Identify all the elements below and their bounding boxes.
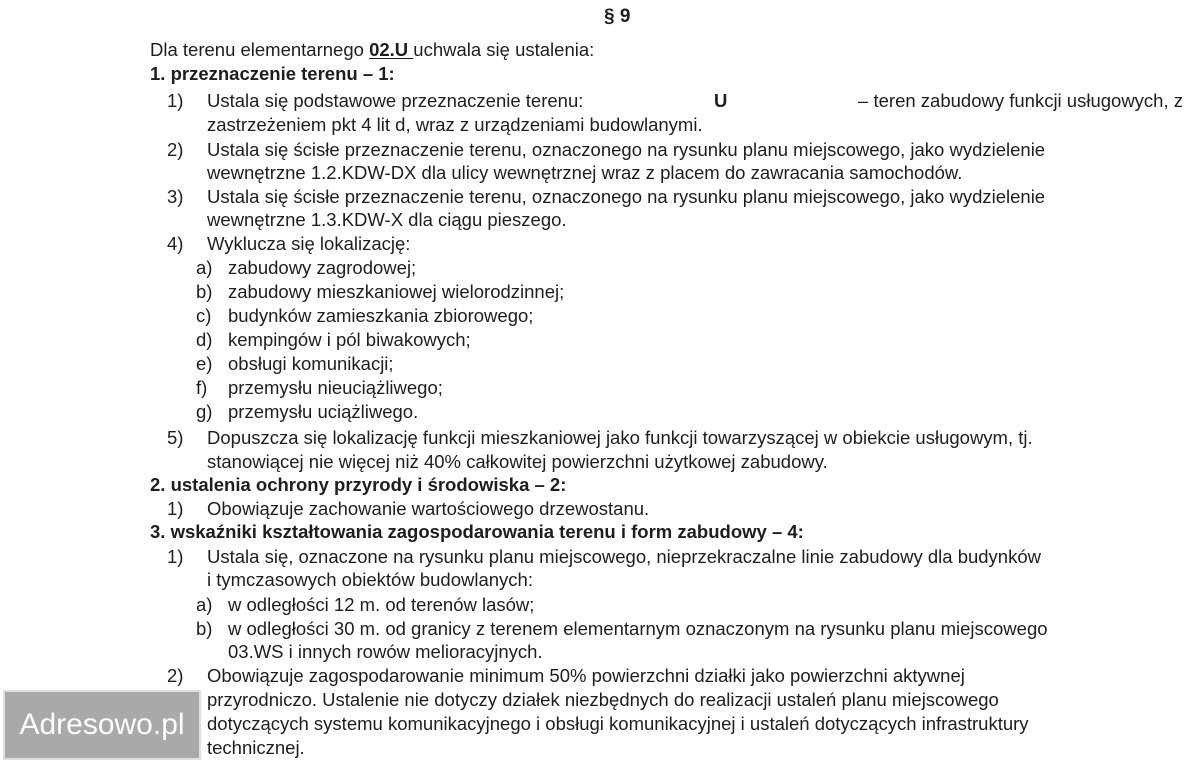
- item-number: 3): [167, 186, 184, 207]
- subitem-text: w odległości 30 m. od granicy z terenem elementarnym oznaczonym na rysunku planu miejscowego: [228, 618, 1048, 639]
- subitem-letter: a): [196, 594, 213, 615]
- zoning-symbol: U: [714, 90, 728, 111]
- item-text-line: wewnętrzne 1.3.KDW-X dla ciągu pieszego.: [207, 209, 567, 230]
- subitem-letter: a): [196, 257, 213, 278]
- item-number: 1): [167, 498, 184, 519]
- section-heading-2: 2. ustalenia ochrony przyrody i środowiska – 2:: [150, 474, 567, 495]
- item-number: 2): [167, 665, 184, 686]
- subitem-text: przemysłu nieuciążliwego;: [228, 377, 443, 398]
- item-text-line: stanowiącej nie więcej niż 40% całkowitej powierzchni użytkowej zabudowy.: [207, 451, 828, 472]
- item-text-line: Ustala się ścisłe przeznaczenie terenu, oznaczonego na rysunku planu miejscowego, jako wydzielenie: [207, 139, 1046, 160]
- item-text-line: [207, 90, 1183, 112]
- subitem-text: przemysłu uciążliwego.: [228, 401, 419, 422]
- intro-after: uchwala się ustalenia:: [413, 39, 595, 60]
- section-heading-3: 3. wskaźniki kształtowania zagospodarowania terenu i form zabudowy – 4:: [150, 521, 804, 542]
- subitem-text: zabudowy zagrodowej;: [228, 257, 417, 278]
- intro-line: [150, 39, 594, 61]
- subitem-text: obsługi komunikacji;: [228, 353, 394, 374]
- item-text-line: zastrzeżeniem pkt 4 lit d, wraz z urządzeniami budowlanymi.: [207, 114, 703, 135]
- item-text-post: – teren zabudowy funkcji usługowych, z: [858, 90, 1183, 111]
- item-text-line: Ustala się, oznaczone na rysunku planu miejscowego, nieprzekraczalne linie zabudowy dla budynków: [207, 546, 1041, 567]
- subitem-text: kempingów i pól biwakowych;: [228, 329, 471, 350]
- item-text-line: przyrodniczo. Ustalenie nie dotyczy działek niezbędnych do realizacji ustaleń planu miejscowego: [207, 689, 999, 710]
- item-number: 5): [167, 427, 184, 448]
- paragraph-symbol: § 9: [604, 6, 631, 27]
- item-number: 1): [167, 546, 184, 567]
- subitem-letter: b): [196, 618, 213, 639]
- subitem-letter: d): [196, 329, 213, 350]
- subitem-letter: c): [196, 305, 212, 326]
- subitem-text: budynków zamieszkania zbiorowego;: [228, 305, 534, 326]
- item-number: 2): [167, 139, 184, 160]
- subitem-text: 03.WS i innych rowów melioracyjnych.: [228, 641, 543, 662]
- subitem-letter: f): [196, 377, 208, 398]
- intro-before: Dla terenu elementarnego: [150, 39, 370, 60]
- watermark-logo: Adresowo.pl: [3, 690, 201, 760]
- subitem-letter: b): [196, 281, 213, 302]
- section-heading-1: 1. przeznaczenie terenu – 1:: [150, 63, 395, 84]
- subitem-letter: g): [196, 401, 213, 422]
- item-text-line: Ustala się ścisłe przeznaczenie terenu, oznaczonego na rysunku planu miejscowego, jako wydzielenie: [207, 186, 1046, 207]
- item-text-line: Obowiązuje zachowanie wartościowego drzewostanu.: [207, 498, 650, 519]
- item-text-line: Wyklucza się lokalizację:: [207, 233, 411, 254]
- subitem-text: w odległości 12 m. od terenów lasów;: [228, 594, 535, 615]
- item-text-line: Obowiązuje zagospodarowanie minimum 50% powierzchni działki jako powierzchni aktywnej: [207, 665, 965, 686]
- item-number: 1): [167, 90, 184, 111]
- subitem-text: zabudowy mieszkaniowej wielorodzinnej;: [228, 281, 565, 302]
- item-text-line: i tymczasowych obiektów budowlanych:: [207, 569, 533, 590]
- item-text-line: wewnętrzne 1.2.KDW-DX dla ulicy wewnętrznej wraz z placem do zawracania samochodów.: [207, 162, 963, 183]
- subitem-letter: e): [196, 353, 213, 374]
- item-text-line: Dopuszcza się lokalizację funkcji mieszkaniowej jako funkcji towarzyszącej w obiekcie usługowym, tj.: [207, 427, 1033, 448]
- item-text-line: dotyczących systemu komunikacyjnego i obsługi komunikacyjnej i ustaleń dotyczących infrastruktury: [207, 713, 1029, 734]
- terrain-code: 02.U: [369, 39, 414, 60]
- item-text-line: technicznej.: [207, 737, 305, 758]
- item-number: 4): [167, 233, 184, 254]
- item-text-pre: Ustala się podstawowe przeznaczenie terenu:: [207, 90, 584, 111]
